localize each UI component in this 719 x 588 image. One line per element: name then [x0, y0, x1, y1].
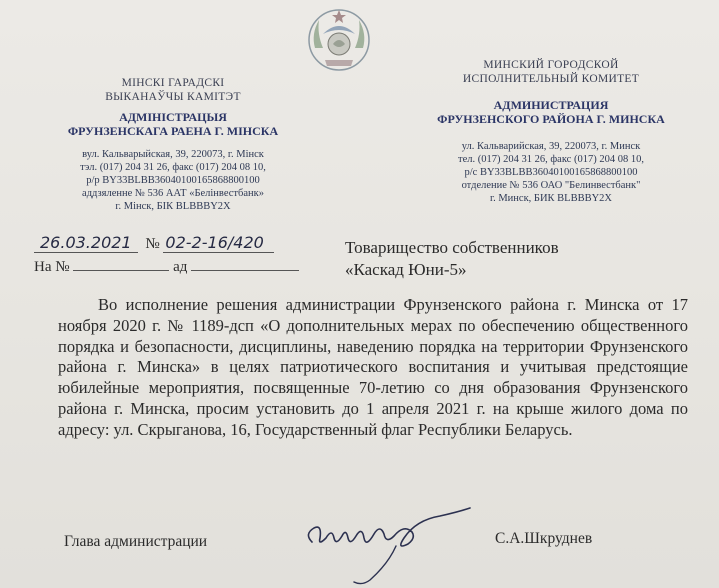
recipient-block	[345, 237, 559, 281]
bic-line: г. Мінск, БІК BLBBBY2X	[115, 201, 231, 212]
reference-ad-label: ад	[173, 259, 188, 275]
number-handwritten: 02-2-16/420	[163, 233, 273, 253]
address-line: вул. Кальварыйская, 39, 220073, г. Мінск	[82, 149, 264, 160]
org-name-line: ВЫКАНАЎЧЫ КАМІТЭТ	[105, 91, 241, 103]
admin-name-line: АДМІНІСТРАЦЫЯ	[119, 110, 227, 124]
bank-line: аддзяленне № 536 ААТ «Белінвестбанк»	[82, 188, 264, 199]
signatory-title: Глава администрации	[64, 533, 208, 550]
phone-line: тэл. (017) 204 31 26, факс (017) 204 08 10,	[80, 162, 266, 173]
org-name-line: МІНСКІ ГАРАДСКІ	[121, 77, 225, 89]
header-belarusian	[18, 76, 328, 213]
account-line: р/р BY33BLBB36040100165868800100	[86, 175, 260, 186]
letter-body: Во исполнение решения администрации Фрунзенского района г. Минска от 17 ноября 2020 г. № 1189-дсп «О дополнительных мерах по обеспечению общественного порядка и безопасности, дисциплины, наведению порядка на территории Фрунзенского района г. Минска» в целях патриотического воспитания и учитывая предстоящие юбилейные мероприятия, посвященные 70-летию со дня образования Фрунзенского района г. Минска, просим установить до 1 апреля 2021 г. на крыше жилого дома по адресу: ул. Скрыганова, 16, Государственный флаг Республики Беларусь.	[58, 295, 688, 439]
org-name-line: МИНСКИЙ ГОРОДСКОЙ	[483, 59, 619, 71]
address-line: ул. Кальварийская, 39, 220073, г. Минск	[461, 141, 641, 152]
phone-line: тел. (017) 204 31 26, факс (017) 204 08 10,	[458, 154, 644, 165]
number-prefix: №	[145, 236, 160, 252]
date-handwritten: 26.03.2021	[34, 233, 138, 253]
bank-line: отделение № 536 ОАО "Белинвестбанк"	[461, 180, 641, 191]
account-line: р/с BY33BLBB36040100165868800100	[464, 167, 638, 178]
handwritten-signature	[300, 498, 480, 588]
header-russian	[392, 58, 710, 205]
admin-name-line: ФРУНЗЕНСКАГА РАЕНА Г. МІНСКА	[67, 124, 279, 138]
org-name-line: ИСПОЛНИТЕЛЬНЫЙ КОМИТЕТ	[462, 73, 640, 85]
signatory-name: С.А.Шкруднев	[495, 530, 593, 547]
reference-label: На №	[34, 259, 70, 275]
bic-line: г. Минск, БИК BLBBBY2X	[489, 193, 613, 204]
state-emblem-icon	[303, 4, 375, 76]
admin-name-line: АДМИНИСТРАЦИЯ	[493, 98, 609, 112]
recipient-line: «Каскад Юни-5»	[345, 260, 467, 279]
recipient-line: Товарищество собственников	[345, 238, 559, 257]
admin-name-line: ФРУНЗЕНСКОГО РАЙОНА Г. МИНСКА	[437, 112, 665, 126]
